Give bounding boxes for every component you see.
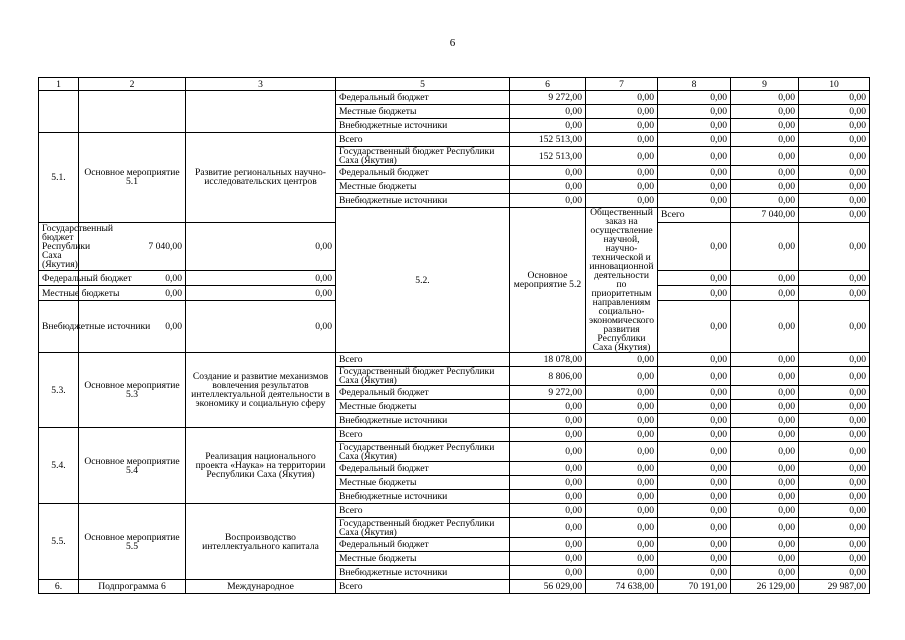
amount-cell: 0,00 xyxy=(586,442,658,462)
row-number: 5.2. xyxy=(336,208,510,353)
funding-source: Местные бюджеты xyxy=(336,400,510,414)
amount-cell: 0,00 xyxy=(799,476,870,490)
amount-cell: 0,00 xyxy=(731,428,799,442)
amount-cell: 152 513,00 xyxy=(510,147,586,166)
amount-cell: 0,00 xyxy=(658,442,731,462)
activity-name: Основное мероприятие 5.2 xyxy=(510,208,586,353)
amount-cell: 0,00 xyxy=(510,566,586,580)
funding-source: Внебюджетные источники xyxy=(336,566,510,580)
activity-name xyxy=(79,91,186,133)
amount-cell: 0,00 xyxy=(586,414,658,428)
amount-cell: 0,00 xyxy=(799,119,870,133)
amount-cell: 7 040,00 xyxy=(731,208,799,223)
row-number: 5.4. xyxy=(39,428,79,504)
amount-cell: 9 272,00 xyxy=(510,91,586,105)
amount-cell: 0,00 xyxy=(731,353,799,367)
amount-cell: 0,00 xyxy=(658,476,731,490)
activity-name: Подпрограмма 6 xyxy=(79,580,186,594)
amount-cell: 0,00 xyxy=(799,147,870,166)
amount-cell: 0,00 xyxy=(658,166,731,180)
amount-cell: 56 029,00 xyxy=(510,580,586,594)
amount-cell: 0,00 xyxy=(799,105,870,119)
funding-source: Государственный бюджет Республики Саха (Якутия) xyxy=(336,367,510,386)
funding-source: Всего xyxy=(336,353,510,367)
activity-description: Общественный заказ на осуществление научной, научно-технической и инновационной деятельности по приоритетным направлениям социально-экономического развития Республики Саха (Якутия) xyxy=(586,208,658,353)
col-header: 5 xyxy=(336,78,510,91)
funding-source: Всего xyxy=(336,504,510,518)
funding-source: Местные бюджеты xyxy=(39,286,79,301)
amount-cell: 0,00 xyxy=(586,504,658,518)
amount-cell: 9 272,00 xyxy=(510,386,586,400)
funding-source: Внебюджетные источники xyxy=(336,414,510,428)
table-body xyxy=(39,91,870,594)
amount-cell: 0,00 xyxy=(731,133,799,147)
col-header: 6 xyxy=(510,78,586,91)
amount-cell: 0,00 xyxy=(658,552,731,566)
amount-cell: 0,00 xyxy=(731,566,799,580)
amount-cell: 0,00 xyxy=(799,518,870,538)
funding-source: Государственный бюджет Республики Саха (Якутия) xyxy=(336,147,510,166)
amount-cell: 0,00 xyxy=(731,442,799,462)
amount-cell: 0,00 xyxy=(79,301,186,353)
col-header: 2 xyxy=(79,78,186,91)
amount-cell: 0,00 xyxy=(799,442,870,462)
header-row xyxy=(39,78,870,91)
amount-cell: 0,00 xyxy=(586,400,658,414)
amount-cell: 0,00 xyxy=(586,91,658,105)
amount-cell: 0,00 xyxy=(658,490,731,504)
amount-cell: 0,00 xyxy=(731,538,799,552)
amount-cell: 18 078,00 xyxy=(510,353,586,367)
funding-source: Федеральный бюджет xyxy=(336,462,510,476)
amount-cell: 0,00 xyxy=(586,133,658,147)
page-number: 6 xyxy=(449,37,456,49)
row-number: 6. xyxy=(39,580,79,594)
amount-cell: 0,00 xyxy=(658,428,731,442)
funding-source: Федеральный бюджет xyxy=(336,386,510,400)
amount-cell: 0,00 xyxy=(586,566,658,580)
amount-cell: 0,00 xyxy=(658,566,731,580)
funding-source: Внебюджетные источники xyxy=(336,490,510,504)
amount-cell: 0,00 xyxy=(799,166,870,180)
row-number: 5.3. xyxy=(39,353,79,428)
amount-cell: 0,00 xyxy=(731,504,799,518)
amount-cell: 0,00 xyxy=(799,538,870,552)
amount-cell: 0,00 xyxy=(658,301,731,353)
amount-cell: 0,00 xyxy=(799,566,870,580)
activity-description: Развитие региональных научно-исследовательских центров xyxy=(186,133,336,223)
table-row xyxy=(39,91,870,105)
amount-cell: 0,00 xyxy=(586,180,658,194)
amount-cell: 0,00 xyxy=(586,353,658,367)
col-header: 10 xyxy=(799,78,870,91)
amount-cell: 0,00 xyxy=(731,166,799,180)
amount-cell: 0,00 xyxy=(186,271,336,286)
amount-cell: 0,00 xyxy=(799,180,870,194)
amount-cell: 0,00 xyxy=(658,504,731,518)
amount-cell: 0,00 xyxy=(510,442,586,462)
funding-source: Федеральный бюджет xyxy=(336,538,510,552)
amount-cell: 0,00 xyxy=(799,133,870,147)
amount-cell: 0,00 xyxy=(658,105,731,119)
amount-cell: 0,00 xyxy=(510,518,586,538)
amount-cell: 0,00 xyxy=(586,386,658,400)
activity-description: Воспроизводство интеллектуального капитала xyxy=(186,504,336,580)
funding-source: Федеральный бюджет xyxy=(39,271,79,286)
row-number xyxy=(39,91,79,133)
col-header: 1 xyxy=(39,78,79,91)
amount-cell: 0,00 xyxy=(731,490,799,504)
amount-cell: 0,00 xyxy=(510,462,586,476)
funding-source: Всего xyxy=(336,133,510,147)
amount-cell: 0,00 xyxy=(586,367,658,386)
amount-cell: 0,00 xyxy=(586,428,658,442)
amount-cell: 0,00 xyxy=(731,180,799,194)
funding-source: Местные бюджеты xyxy=(336,105,510,119)
amount-cell: 0,00 xyxy=(510,180,586,194)
funding-source: Местные бюджеты xyxy=(336,476,510,490)
funding-source: Местные бюджеты xyxy=(336,180,510,194)
amount-cell: 0,00 xyxy=(586,105,658,119)
row-number: 5.1. xyxy=(39,133,79,223)
amount-cell: 0,00 xyxy=(658,400,731,414)
amount-cell: 0,00 xyxy=(799,286,870,301)
activity-description: Реализация национального проекта «Наука» на территории Республики Саха (Якутия) xyxy=(186,428,336,504)
activity-name: Основное мероприятие 5.4 xyxy=(79,428,186,504)
col-header: 8 xyxy=(658,78,731,91)
amount-cell: 0,00 xyxy=(510,105,586,119)
amount-cell: 0,00 xyxy=(510,552,586,566)
amount-cell: 0,00 xyxy=(799,353,870,367)
amount-cell: 29 987,00 xyxy=(799,580,870,594)
activity-name: Основное мероприятие 5.3 xyxy=(79,353,186,428)
amount-cell: 0,00 xyxy=(510,428,586,442)
amount-cell: 0,00 xyxy=(510,166,586,180)
budget-table xyxy=(38,77,870,594)
amount-cell: 0,00 xyxy=(799,386,870,400)
col-header: 7 xyxy=(586,78,658,91)
funding-source: Федеральный бюджет xyxy=(336,91,510,105)
amount-cell: 0,00 xyxy=(731,147,799,166)
amount-cell: 0,00 xyxy=(731,105,799,119)
amount-cell: 0,00 xyxy=(799,400,870,414)
amount-cell: 0,00 xyxy=(658,119,731,133)
amount-cell: 0,00 xyxy=(731,414,799,428)
amount-cell: 0,00 xyxy=(658,147,731,166)
amount-cell: 0,00 xyxy=(731,367,799,386)
amount-cell: 0,00 xyxy=(731,400,799,414)
table-row xyxy=(39,504,870,518)
amount-cell: 0,00 xyxy=(799,428,870,442)
funding-source: Местные бюджеты xyxy=(336,552,510,566)
amount-cell: 0,00 xyxy=(658,414,731,428)
amount-cell: 0,00 xyxy=(799,208,870,223)
amount-cell: 0,00 xyxy=(799,271,870,286)
amount-cell: 0,00 xyxy=(510,538,586,552)
amount-cell: 0,00 xyxy=(731,518,799,538)
funding-source: Государственный бюджет Республики Саха (Якутия) xyxy=(39,222,79,271)
amount-cell: 0,00 xyxy=(731,301,799,353)
amount-cell: 0,00 xyxy=(799,367,870,386)
amount-cell: 0,00 xyxy=(799,222,870,271)
amount-cell: 0,00 xyxy=(731,286,799,301)
amount-cell: 0,00 xyxy=(658,222,731,271)
amount-cell: 0,00 xyxy=(731,552,799,566)
amount-cell: 0,00 xyxy=(799,462,870,476)
funding-source: Внебюджетные источники xyxy=(336,119,510,133)
amount-cell: 0,00 xyxy=(658,271,731,286)
amount-cell: 0,00 xyxy=(658,180,731,194)
amount-cell: 0,00 xyxy=(586,147,658,166)
amount-cell: 0,00 xyxy=(586,166,658,180)
amount-cell: 0,00 xyxy=(799,301,870,353)
activity-name: Основное мероприятие 5.1 xyxy=(79,133,186,223)
amount-cell: 26 129,00 xyxy=(731,580,799,594)
amount-cell: 0,00 xyxy=(186,301,336,353)
funding-source: Всего xyxy=(658,208,731,223)
funding-source: Государственный бюджет Республики Саха (Якутия) xyxy=(336,518,510,538)
amount-cell: 0,00 xyxy=(731,271,799,286)
amount-cell: 0,00 xyxy=(731,222,799,271)
amount-cell: 0,00 xyxy=(586,194,658,208)
amount-cell: 0,00 xyxy=(731,119,799,133)
amount-cell: 0,00 xyxy=(510,504,586,518)
amount-cell: 0,00 xyxy=(586,490,658,504)
table-row xyxy=(39,133,870,147)
amount-cell: 0,00 xyxy=(186,286,336,301)
amount-cell: 0,00 xyxy=(510,194,586,208)
amount-cell: 0,00 xyxy=(658,386,731,400)
funding-source: Внебюджетные источники xyxy=(39,301,79,353)
amount-cell: 0,00 xyxy=(799,414,870,428)
activity-description: Создание и развитие механизмов вовлечения результатов интеллектуальной деятельности в экономику и социальную сферу xyxy=(186,353,336,428)
amount-cell: 0,00 xyxy=(79,286,186,301)
col-header: 3 xyxy=(186,78,336,91)
amount-cell: 0,00 xyxy=(731,91,799,105)
amount-cell: 0,00 xyxy=(799,504,870,518)
amount-cell: 0,00 xyxy=(799,552,870,566)
amount-cell: 0,00 xyxy=(79,271,186,286)
table-row xyxy=(39,580,870,594)
amount-cell: 70 191,00 xyxy=(658,580,731,594)
amount-cell: 0,00 xyxy=(510,119,586,133)
activity-name: Основное мероприятие 5.5 xyxy=(79,504,186,580)
amount-cell: 0,00 xyxy=(799,91,870,105)
amount-cell: 0,00 xyxy=(658,133,731,147)
amount-cell: 0,00 xyxy=(658,367,731,386)
activity-description xyxy=(186,91,336,133)
funding-source: Всего xyxy=(336,580,510,594)
amount-cell: 0,00 xyxy=(658,194,731,208)
activity-description: Международное xyxy=(186,580,336,594)
amount-cell: 0,00 xyxy=(731,386,799,400)
col-header: 9 xyxy=(731,78,799,91)
amount-cell: 152 513,00 xyxy=(510,133,586,147)
funding-source: Государственный бюджет Республики Саха (Якутия) xyxy=(336,442,510,462)
amount-cell: 0,00 xyxy=(510,476,586,490)
amount-cell: 0,00 xyxy=(658,91,731,105)
table-row xyxy=(39,353,870,367)
amount-cell: 0,00 xyxy=(731,462,799,476)
amount-cell: 0,00 xyxy=(731,194,799,208)
row-number: 5.5. xyxy=(39,504,79,580)
amount-cell: 0,00 xyxy=(186,222,336,271)
amount-cell: 0,00 xyxy=(510,490,586,504)
table-row xyxy=(39,428,870,442)
amount-cell: 74 638,00 xyxy=(586,580,658,594)
amount-cell: 8 806,00 xyxy=(510,367,586,386)
amount-cell: 0,00 xyxy=(586,119,658,133)
amount-cell: 0,00 xyxy=(586,476,658,490)
amount-cell: 0,00 xyxy=(658,353,731,367)
amount-cell: 0,00 xyxy=(586,552,658,566)
amount-cell: 0,00 xyxy=(799,194,870,208)
amount-cell: 0,00 xyxy=(799,490,870,504)
amount-cell: 0,00 xyxy=(586,518,658,538)
amount-cell: 0,00 xyxy=(586,462,658,476)
amount-cell: 0,00 xyxy=(658,462,731,476)
amount-cell: 7 040,00 xyxy=(79,222,186,271)
funding-source: Федеральный бюджет xyxy=(336,166,510,180)
amount-cell: 0,00 xyxy=(510,400,586,414)
amount-cell: 0,00 xyxy=(510,414,586,428)
amount-cell: 0,00 xyxy=(658,518,731,538)
amount-cell: 0,00 xyxy=(586,538,658,552)
amount-cell: 0,00 xyxy=(731,476,799,490)
funding-source: Внебюджетные источники xyxy=(336,194,510,208)
amount-cell: 0,00 xyxy=(658,286,731,301)
amount-cell: 0,00 xyxy=(658,538,731,552)
funding-source: Всего xyxy=(336,428,510,442)
